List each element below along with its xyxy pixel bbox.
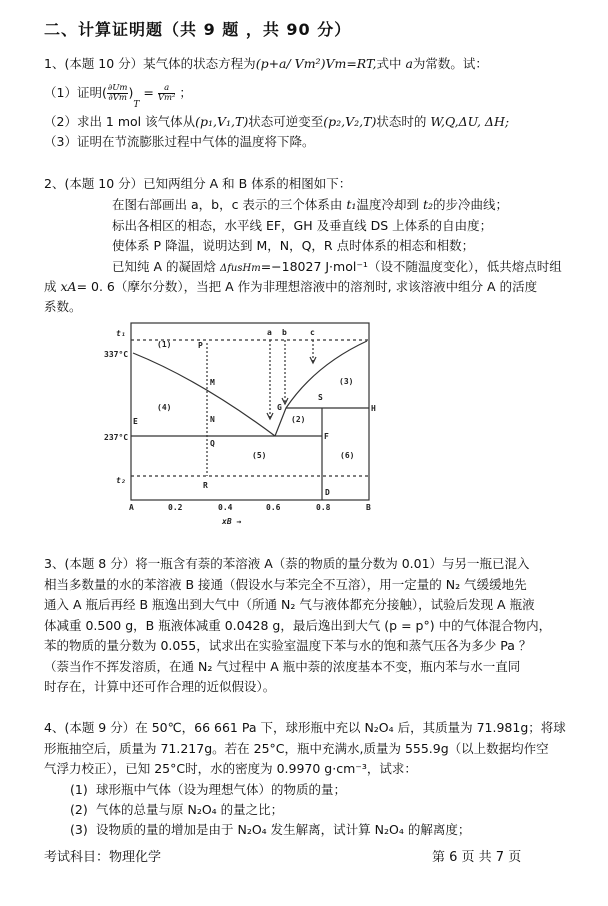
- point-s: S: [318, 393, 323, 402]
- q4-line2: 形瓶抽空后，质量为 71.217g。若在 25°C，瓶中充满水,质量为 555.9g（以上数据均作空: [44, 741, 549, 756]
- q2-line1-a: 在图右部画出 a，b，c 表示的三个体系由: [112, 197, 343, 212]
- region-1: (1): [157, 340, 172, 349]
- q4-item-text: 气体的总量与原 N₂O₄ 的量之比；: [96, 802, 284, 817]
- q1-symbol-a: a: [405, 56, 413, 71]
- q2-intro: 2、(本题 10 分）已知两组分 A 和 B 体系的相图如下：: [44, 176, 352, 191]
- rhs-num: a: [158, 84, 176, 94]
- point-n: N: [210, 415, 215, 424]
- x-axis-label: xB →: [222, 517, 242, 526]
- q4-item-1: [70, 782, 346, 798]
- lhs-den: ∂Vm: [108, 93, 127, 103]
- q1-item2-c: 状态时的: [376, 114, 427, 129]
- liquidus-a-curve: [133, 353, 275, 436]
- q2-line3: 使体系 P 降温，说明达到 M，N，Q，R 点时体系的相态和相数；: [112, 238, 475, 253]
- q1-item3: （3）证明在节流膨胀过程中气体的温度将下降。: [44, 134, 315, 149]
- q2-line6: 系数。: [44, 299, 82, 314]
- label-t1: t₁: [116, 329, 126, 338]
- q1-intro-c: 为常数。试：: [412, 56, 488, 71]
- q4-item-num: (3): [70, 822, 88, 837]
- q1-item1-eq: =: [143, 85, 154, 100]
- q2-line2: 标出各相区的相态，水平线 EF，GH 及垂直线 DS 上体系的自由度；: [112, 218, 493, 233]
- section-title: 二、计算证明题（共 9 题 ，共 90 分）: [44, 20, 352, 39]
- q4-line1: 4、(本题 9 分）在 50℃，66 661 Pa 下，球形瓶中充以 N₂O₄ 后，其质量为 71.981g；将球: [44, 720, 566, 735]
- region-3: (3): [339, 377, 354, 386]
- q3-line7: 时存在，计算中还可作合理的近似假设）。: [44, 679, 276, 694]
- footer-subject: 考试科目：物理化学: [44, 850, 162, 865]
- q2-t2: t₂: [422, 197, 433, 212]
- footer-page: 第 6 页 共 7 页: [432, 850, 522, 865]
- region-2: (2): [291, 415, 306, 424]
- q2-xa: xA: [60, 279, 77, 294]
- x-tick-0.6: 0.6: [266, 503, 281, 512]
- q2-line1-c: 的步冷曲线；: [433, 197, 509, 212]
- x-tick-a: A: [129, 503, 134, 512]
- lhs-num: ∂Um: [107, 83, 128, 93]
- point-r: R: [203, 481, 208, 490]
- point-q: Q: [210, 439, 215, 448]
- q1-vars: W,Q,ΔU, ΔH;: [430, 114, 510, 129]
- x-tick-0.4: 0.4: [218, 503, 233, 512]
- arrow-a-label: a: [267, 328, 272, 337]
- rhs-den: Vm²: [157, 93, 176, 103]
- point-d: D: [325, 488, 330, 497]
- q1-item1-end: ；: [179, 85, 192, 100]
- point-f: F: [324, 432, 329, 441]
- q4-item-num: (1): [70, 782, 88, 797]
- q4-item-text: 设物质的量的增加是由于 N₂O₄ 发生解离，试计算 N₂O₄ 的解离度；: [96, 822, 471, 837]
- q1-state1: (p₁,V₁,T): [195, 114, 249, 129]
- point-g: G: [277, 403, 282, 412]
- point-e: E: [133, 417, 138, 426]
- q3-line3: 通入 A 瓶后再经 B 瓶逸出到大气中（所通 N₂ 气与液体都充分接触），试验后发现 A 瓶液: [44, 597, 535, 612]
- x-tick-0.8: 0.8: [316, 503, 331, 512]
- arrow-b-label: b: [282, 328, 287, 337]
- label-237: 237°C: [104, 433, 129, 442]
- label-337: 337°C: [104, 350, 129, 359]
- region-6: (6): [340, 451, 355, 460]
- region-5: (5): [252, 451, 267, 460]
- q1-item1-label: （1）证明: [44, 85, 102, 100]
- label-t2: t₂: [116, 476, 126, 485]
- q4-item-3: [70, 822, 470, 838]
- point-p: P: [198, 341, 203, 350]
- x-tick-b: B: [366, 503, 371, 512]
- x-tick-0.2: 0.2: [168, 503, 183, 512]
- liquidus-b-curve: [275, 341, 367, 436]
- point-h: H: [371, 404, 376, 413]
- q3-line6: （萘当作不挥发溶质，在通 N₂ 气过程中 A 瓶中萘的浓度基本不变，瓶内苯与水一直同: [44, 659, 521, 674]
- q4-item-num: (2): [70, 802, 88, 817]
- q3-line1: 3、(本题 8 分）将一瓶含有萘的苯溶液 A（萘的物质的量分数为 0.01）与另一瓶已混入: [44, 556, 530, 571]
- q1-item1: （1）证明( $\frac{\partial Um}{\partial Vm}$ )$_T$ = $\frac{a}{\text{Vm²}}$ ；: [44, 83, 192, 110]
- q1-item2-b: 状态可逆变至: [248, 114, 324, 129]
- q1-intro-text: 1、(本题 10 分）某气体的状态方程为: [44, 56, 256, 71]
- q3-line4: 体减重 0.500 g，B 瓶液体减重 0.0428 g，最后逸出到大气 (p = p°) 中的气体混合物内，: [44, 618, 552, 633]
- q2-line5-a: 成: [44, 279, 57, 294]
- q1-intro-b: 式中: [376, 56, 402, 71]
- q2-t1: t₁: [346, 197, 357, 212]
- q3-line2: 相当多数量的水的苯溶液 B 接通（假设水与苯完全不互溶），用一定量的 N₂ 气缓缓地先: [44, 577, 527, 592]
- q1-state2: (p₂,V₂,T): [323, 114, 377, 129]
- q1-equation: (p+a/ Vm²)Vm=RT,: [255, 56, 377, 71]
- q2-fus-h: ΔfusHm: [219, 263, 261, 274]
- region-4: (4): [157, 403, 172, 412]
- q4-line3: 气浮力校正），已知 25°C时，水的密度为 0.9970 g·cm⁻³，试求：: [44, 761, 417, 776]
- q2-line4-a: 已知纯 A 的凝固焓: [112, 259, 216, 274]
- point-m: M: [210, 378, 215, 387]
- q4-item-text: 球形瓶中气体（设为理想气体）的物质的量；: [96, 782, 347, 797]
- q2-line4-b: =−18027 J·mol⁻¹（设不随温度变化），低共熔点时组: [260, 259, 562, 274]
- q1-item2-a: （2）求出 1 mol 该气体从: [44, 114, 196, 129]
- q2-line1-b: 温度冷却到: [356, 197, 419, 212]
- q3-line5: 苯的物质的量分数为 0.055，试求出在实验室温度下苯与水的饱和蒸气压各为多少 Pa ？: [44, 638, 532, 653]
- q2-line5-b: = 0. 6（摩尔分数），当把 A 作为非理想溶液中的溶剂时, 求该溶液中组分 A 的活度: [76, 279, 538, 294]
- q4-item-2: [70, 802, 283, 818]
- arrow-c-label: c: [310, 328, 315, 337]
- q1-item1-subscript: T: [133, 99, 140, 110]
